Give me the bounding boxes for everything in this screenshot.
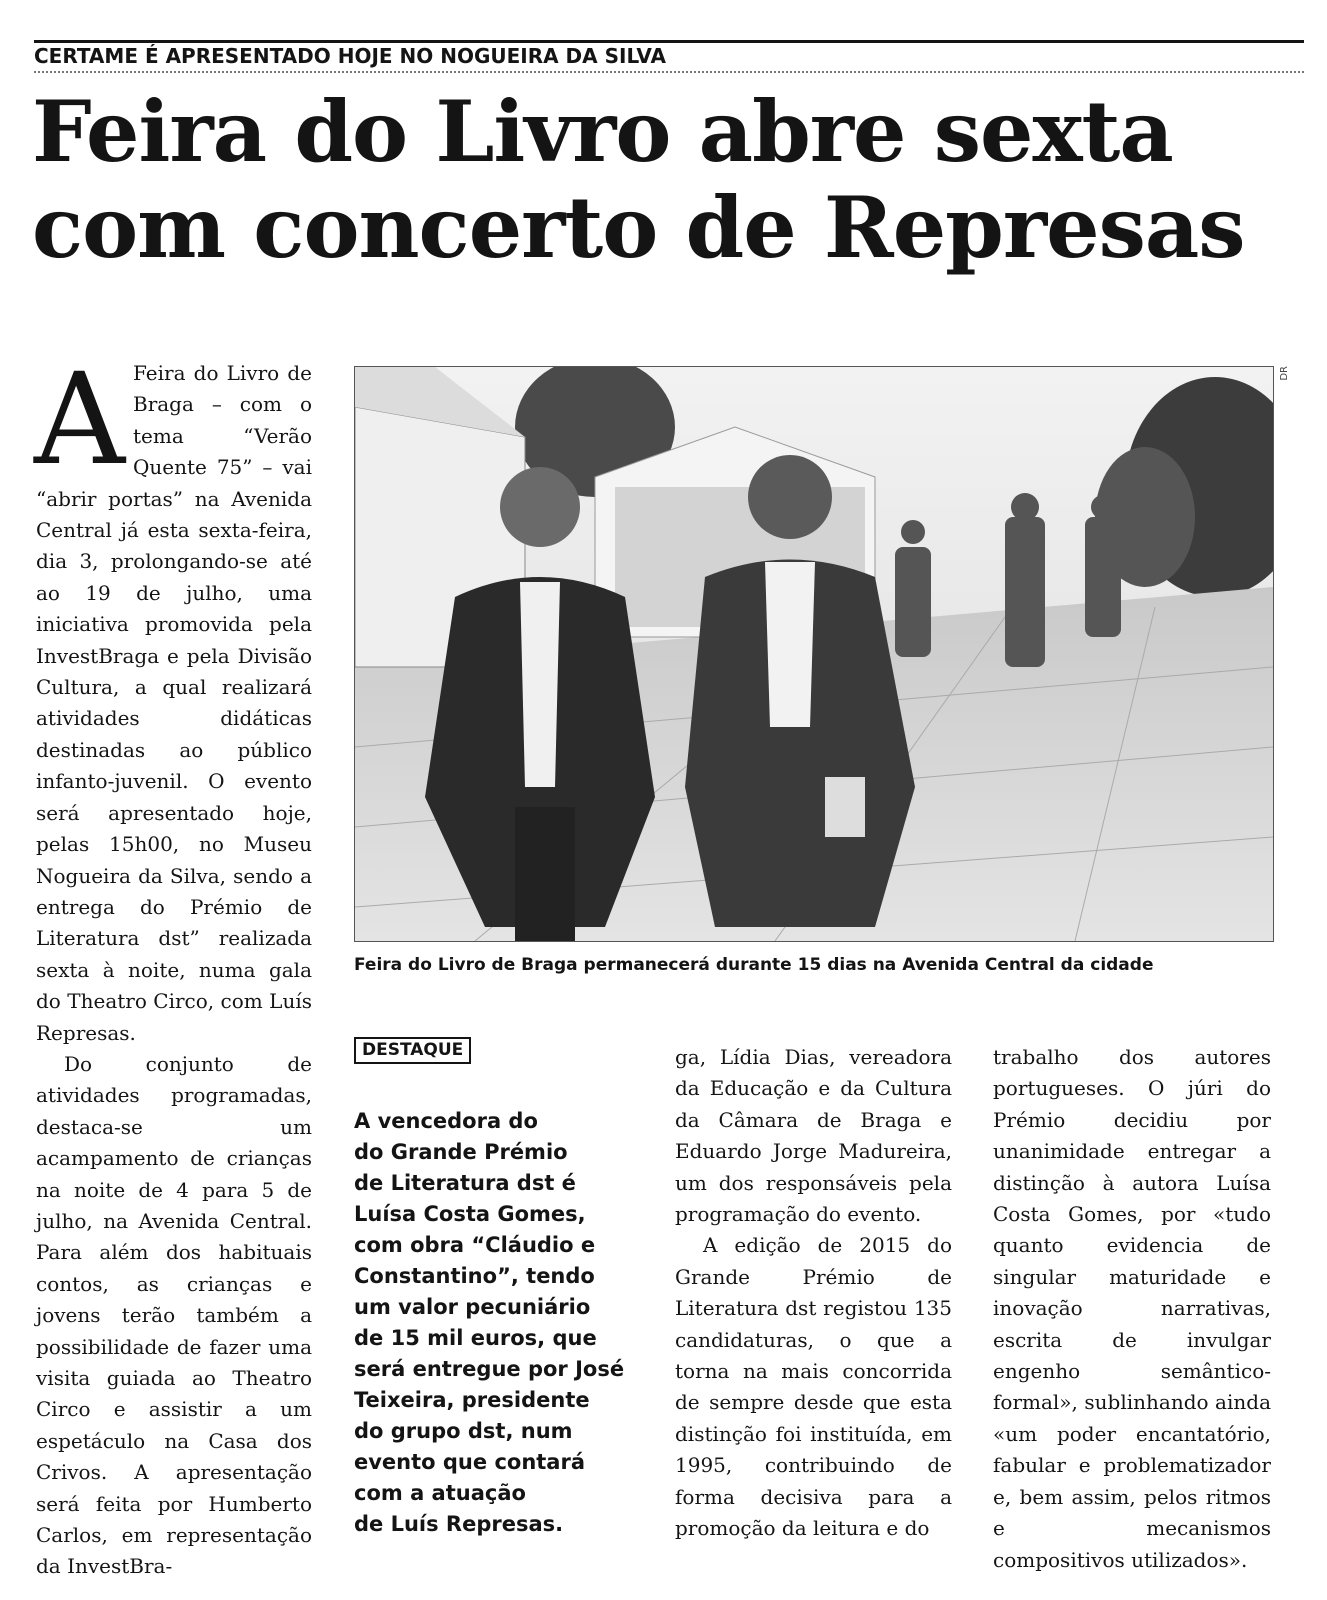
photo-caption: Feira do Livro de Braga permanecerá durante 15 dias na Avenida Central da cidade xyxy=(354,955,1154,975)
article-paragraph: Feira do Livro de Braga – com o tema “Verão Quente 75” – vai “abrir portas” na Avenida Central já esta sexta-feira, dia 3, prolongando-se até ao 19 de julho, uma iniciativa promovida pela InvestBraga e pela Divisão Cultura, a qual realizará atividades didáticas destinadas ao público infanto-juvenil. O evento será apresentado hoje, pelas 15h00, no Museu Nogueira da Silva, sendo a entrega do Prémio de Literatura dst” realizada sexta à noite, numa gala do Theatro Circo, com Luís Represas. xyxy=(36,361,312,1045)
highlight-line: de Literatura dst é xyxy=(354,1171,576,1195)
highlight-line: um valor pecuniário xyxy=(354,1295,591,1319)
kicker-divider xyxy=(34,71,1304,73)
article-column-4 xyxy=(993,1042,1271,1576)
highlight-line: de Luís Represas. xyxy=(354,1512,564,1536)
headline-line-1: Feira do Livro abre sexta xyxy=(32,82,1173,181)
highlight-line: com a atuação xyxy=(354,1481,526,1505)
highlight-line: evento que contará xyxy=(354,1450,585,1474)
article-column-3 xyxy=(675,1042,952,1545)
news-photo xyxy=(354,366,1274,942)
highlight-line: do Grande Prémio xyxy=(354,1140,568,1164)
photo-illustration xyxy=(355,367,1273,941)
highlight-line: A vencedora do xyxy=(354,1109,538,1133)
drop-cap: A xyxy=(34,346,125,493)
top-rule xyxy=(34,40,1304,43)
headline xyxy=(32,84,1312,276)
article-paragraph: ga, Lídia Dias, vereadora da Educação e da Cultura da Câmara de Braga e Eduardo Jorge Madureira, um dos responsáveis pela programação do evento. xyxy=(675,1045,952,1227)
highlight-line: Luísa Costa Gomes, xyxy=(354,1202,586,1226)
photo-credit: DR xyxy=(1279,366,1290,381)
highlight-label: DESTAQUE xyxy=(354,1037,471,1064)
highlight-line: Constantino”, tendo xyxy=(354,1264,595,1288)
article-paragraph: Do conjunto de atividades programadas, destaca-se um acampamento de crianças na noite de 4 para 5 de julho, na Avenida Central. Para além dos habituais contos, as crianças e jovens terão também a possibilidade de fazer uma visita guiada ao Theatro Circo e assistir a um espetáculo na Casa dos Crivos. A apresentação será feita por Humberto Carlos, em representação da InvestBra- xyxy=(36,1051,312,1579)
article-paragraph: A edição de 2015 do Grande Prémio de Literatura dst registou 135 candidaturas, o que a torna na mais concorrida de sempre desde que esta distinção foi instituída, em 1995, contribuindo de forma decisiva para a promoção da leitura e do xyxy=(675,1233,952,1541)
highlight-line: Teixeira, presidente xyxy=(354,1388,590,1412)
highlight-line: com obra “Cláudio e xyxy=(354,1233,596,1257)
highlight-box xyxy=(354,1106,634,1540)
headline-line-2: com concerto de Represas xyxy=(32,178,1245,277)
highlight-line: de 15 mil euros, que xyxy=(354,1326,597,1350)
highlight-line: será entregue por José xyxy=(354,1357,625,1381)
highlight-line: do grupo dst, num xyxy=(354,1419,573,1443)
article-paragraph: trabalho dos autores portugueses. O júri do Prémio decidiu por unanimidade entregar a distinção à autora Luísa Costa Gomes, por «tudo quanto evidencia de singular maturidade e inovação narrativas, escrita de invulgar engenho semântico-formal», sublinhando ainda «um poder encantatório, fabular e problematizador e, bem assim, pelos ritmos e mecanismos compositivos utilizados». xyxy=(993,1045,1271,1572)
article-column-1 xyxy=(34,346,312,1583)
kicker: CERTAME É APRESENTADO HOJE NO NOGUEIRA DA SILVA xyxy=(34,44,667,68)
